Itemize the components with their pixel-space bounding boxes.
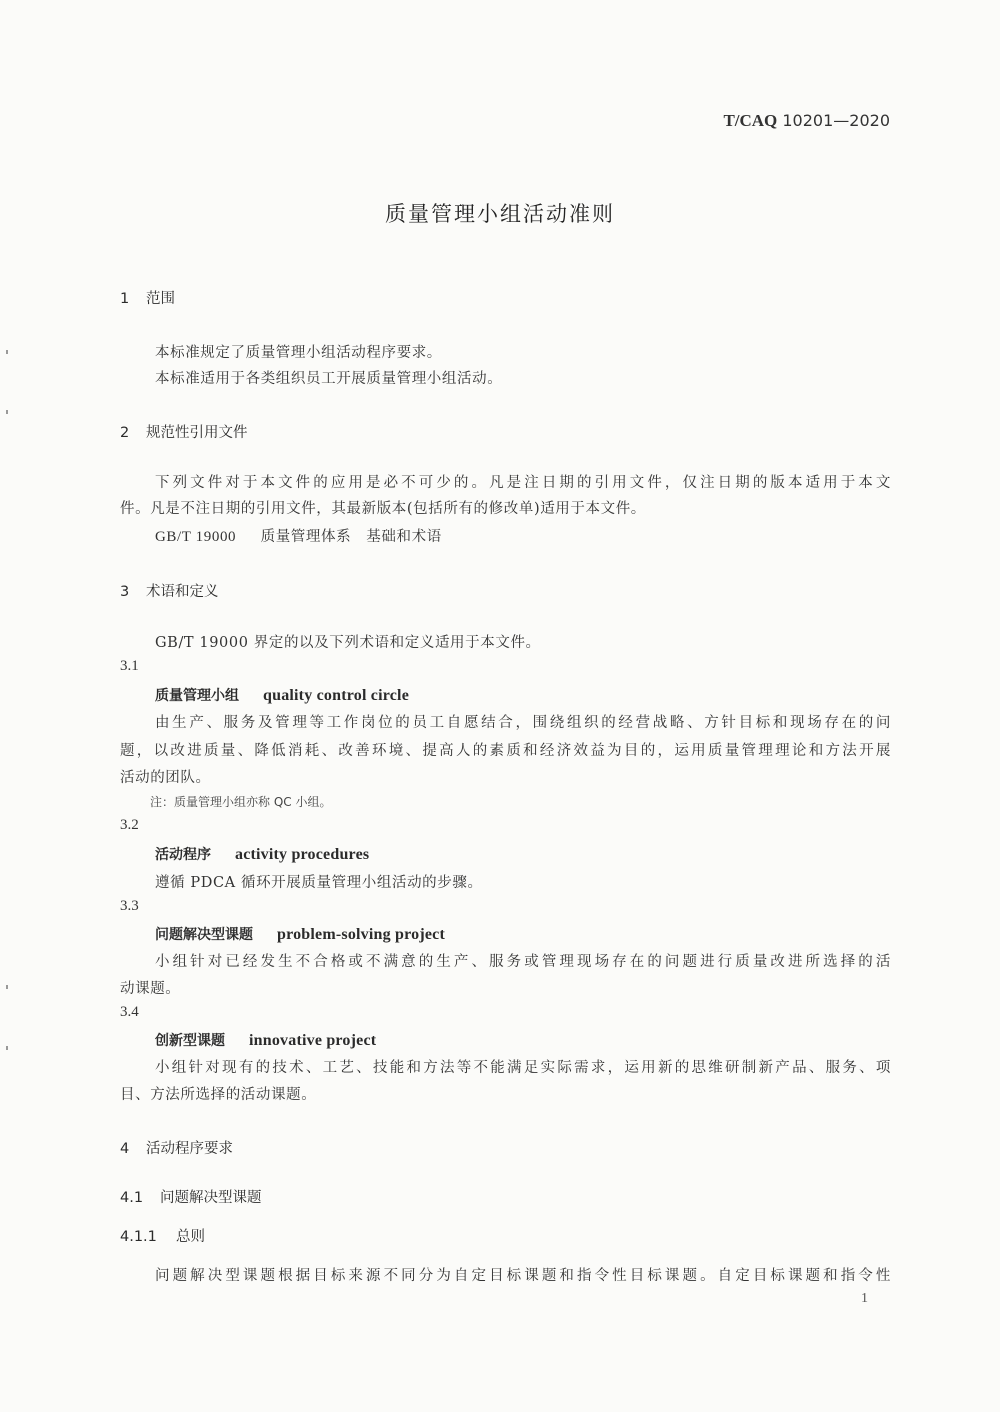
term-en: quality control circle (263, 687, 410, 704)
scan-speck (6, 1046, 8, 1050)
section-number: 1 (120, 291, 130, 307)
paragraph-line: 件。凡是不注日期的引用文件，其最新版本(包括所有的修改单)适用于本文件。 (120, 501, 646, 517)
clause-number: 3.4 (120, 1004, 139, 1020)
section-3-heading (120, 580, 219, 601)
paragraph-line: 下列文件对于本文件的应用是必不可少的。凡是注日期的引用文件，仅注日期的版本适用于本文 (155, 475, 891, 491)
term-en: activity procedures (235, 846, 370, 863)
definition-line: 小组针对现有的技术、工艺、技能和方法等不能满足实际需求，运用新的思维研制新产品、服务、项 (155, 1060, 891, 1076)
term-zh: 活动程序 (155, 847, 211, 863)
paragraph: 本标准规定了质量管理小组活动程序要求。 (155, 345, 442, 361)
section-1-heading (120, 287, 175, 308)
note: 注：质量管理小组亦称 QC 小组。 (150, 795, 332, 809)
section-number: 4.1 (120, 1190, 144, 1206)
clause-number: 3.1 (120, 658, 139, 674)
reference-title: 质量管理体系 基础和术语 (260, 529, 442, 545)
definition-line: 遵循 PDCA 循环开展质量管理小组活动的步骤。 (155, 875, 483, 891)
section-title: 规范性引用文件 (146, 425, 248, 441)
clause-number: 3.2 (120, 817, 139, 833)
term-en: problem-solving project (277, 926, 445, 943)
section-number: 2 (120, 425, 130, 441)
document-title: 质量管理小组活动准则 (385, 202, 615, 226)
standard-number (723, 111, 890, 131)
paragraph-line: 问题解决型课题根据目标来源不同分为自定目标课题和指令性目标课题。自定目标课题和指令性 (155, 1268, 891, 1284)
section-title: 问题解决型课题 (160, 1190, 262, 1206)
term-en: innovative project (249, 1032, 377, 1049)
section-4-1-1-heading (120, 1225, 205, 1246)
section-title: 总则 (176, 1229, 205, 1245)
section-number: 4 (120, 1141, 130, 1157)
page-number: 1 (861, 1291, 868, 1306)
section-number: 4.1.1 (120, 1229, 157, 1245)
term-zh: 问题解决型课题 (155, 927, 253, 943)
paragraph: GB/T 19000 界定的以及下列术语和定义适用于本文件。 (155, 635, 541, 651)
term-zh: 质量管理小组 (155, 688, 239, 704)
definition-line: 题，以改进质量、降低消耗、改善环境、提高人的素质和经济效益为目的，运用质量管理理论和方法开展 (120, 743, 891, 759)
definition-line: 由生产、服务及管理等工作岗位的员工自愿结合，围绕组织的经营战略、方针目标和现场存在的问 (155, 715, 891, 731)
scan-speck (6, 985, 8, 989)
clause-number: 3.3 (120, 898, 139, 914)
reference-code: GB/T 19000 (155, 529, 237, 545)
section-number: 3 (120, 584, 130, 600)
normative-reference (155, 525, 442, 546)
term-entry (155, 685, 409, 705)
standard-code: 10201—2020 (782, 111, 890, 130)
paragraph: 本标准适用于各类组织员工开展质量管理小组活动。 (155, 371, 503, 387)
section-4-1-heading (120, 1186, 262, 1207)
term-entry (155, 924, 445, 944)
standard-prefix: T/CAQ (723, 111, 778, 130)
scan-speck (6, 410, 8, 414)
term-entry (155, 1030, 376, 1050)
definition-line: 目、方法所选择的活动课题。 (120, 1087, 317, 1103)
definition-line: 活动的团队。 (120, 770, 211, 786)
scan-speck (6, 350, 8, 354)
section-2-heading (120, 421, 248, 442)
term-zh: 创新型课题 (155, 1033, 225, 1049)
definition-line: 小组针对已经发生不合格或不满意的生产、服务或管理现场存在的问题进行质量改进所选择的活 (155, 954, 891, 970)
section-4-heading (120, 1137, 233, 1158)
term-entry (155, 844, 369, 864)
section-title: 术语和定义 (146, 584, 219, 600)
section-title: 范围 (146, 291, 175, 307)
definition-line: 动课题。 (120, 981, 181, 997)
section-title: 活动程序要求 (146, 1141, 233, 1157)
